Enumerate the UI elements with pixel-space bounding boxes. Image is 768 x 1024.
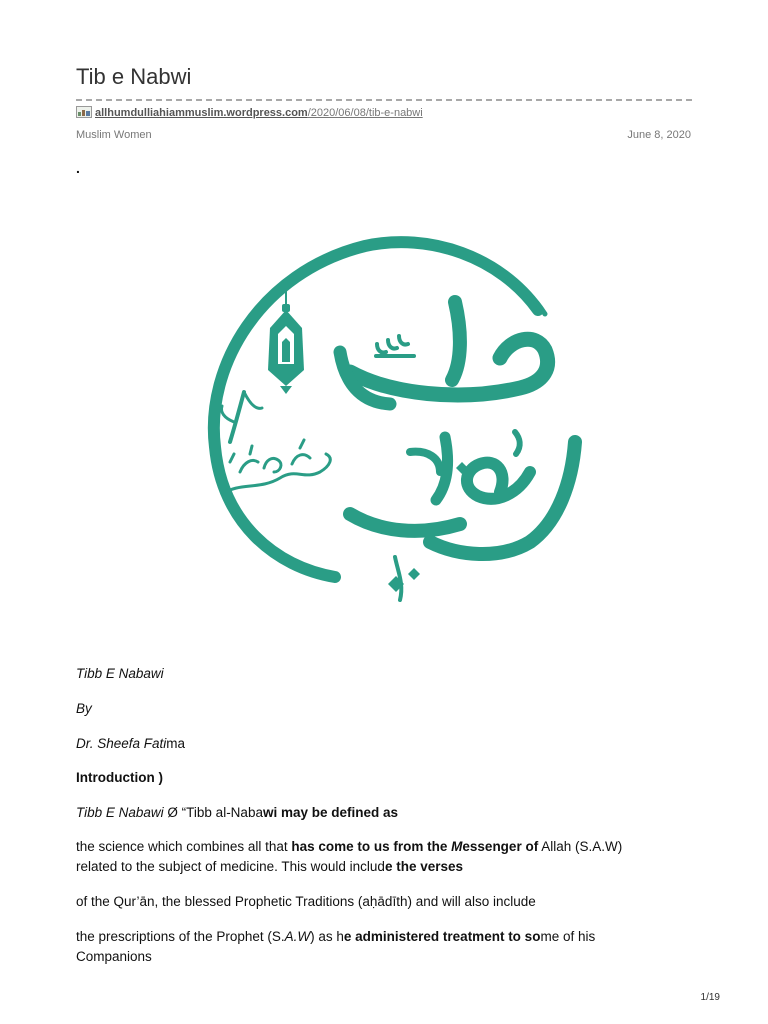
post-date: June 8, 2020 — [627, 129, 691, 141]
page-title: Tib e Nabwi — [76, 64, 192, 89]
text-span: Allah (S.A.W) — [538, 839, 623, 854]
page-number: 1/19 — [700, 992, 720, 1003]
section-heading: Introduction ) — [76, 770, 163, 785]
text-span: has come to us from the — [291, 839, 452, 854]
text-span: Ø “Tibb al-Naba — [163, 805, 263, 820]
text-span: Tibb E Nabawi — [76, 805, 164, 820]
text-span: e the verses — [384, 859, 463, 874]
logo-caption — [600, 232, 601, 233]
text-span: e administered treatment to so — [343, 929, 541, 944]
favicon-icon — [76, 106, 92, 118]
text-span: wi may be defined as — [262, 805, 399, 820]
stray-dot: . — [76, 160, 80, 176]
text-span: Companions — [76, 949, 152, 964]
author-line — [76, 734, 692, 754]
text-span: ) as h — [310, 929, 344, 944]
author-name-part1: Dr. Sheefa Fati — [76, 736, 167, 751]
text-span: me of his — [540, 929, 596, 944]
tibb-logo-icon — [200, 232, 600, 612]
paragraph-line-4 — [76, 927, 692, 967]
source-domain[interactable]: allhumdulliahiammuslim.wordpress.com — [95, 107, 308, 119]
paragraph-line-3: of the Qur’ān, the blessed Prophetic Traditions (aḥādīth) and will also include — [76, 894, 536, 909]
author-name-part2: ma — [166, 736, 186, 751]
source-path[interactable]: /2020/06/08/tib-e-nabwi — [307, 107, 423, 119]
text-span: the prescriptions of the Prophet (S. — [76, 929, 285, 944]
text-span: essenger of — [462, 839, 539, 854]
by-line: By — [76, 701, 92, 716]
text-span: M — [451, 839, 463, 854]
doc-title-line: Tibb E Nabawi — [76, 666, 164, 681]
category-label: Muslim Women — [76, 129, 152, 141]
text-span: A.W — [284, 929, 311, 944]
text-span: the science which combines all that — [76, 839, 292, 854]
paragraph-line-1 — [76, 803, 692, 823]
text-span: related to the subject of medicine. This would includ — [76, 859, 385, 874]
header-divider — [76, 99, 692, 101]
paragraph-line-2 — [76, 837, 692, 877]
source-link[interactable] — [76, 106, 423, 119]
